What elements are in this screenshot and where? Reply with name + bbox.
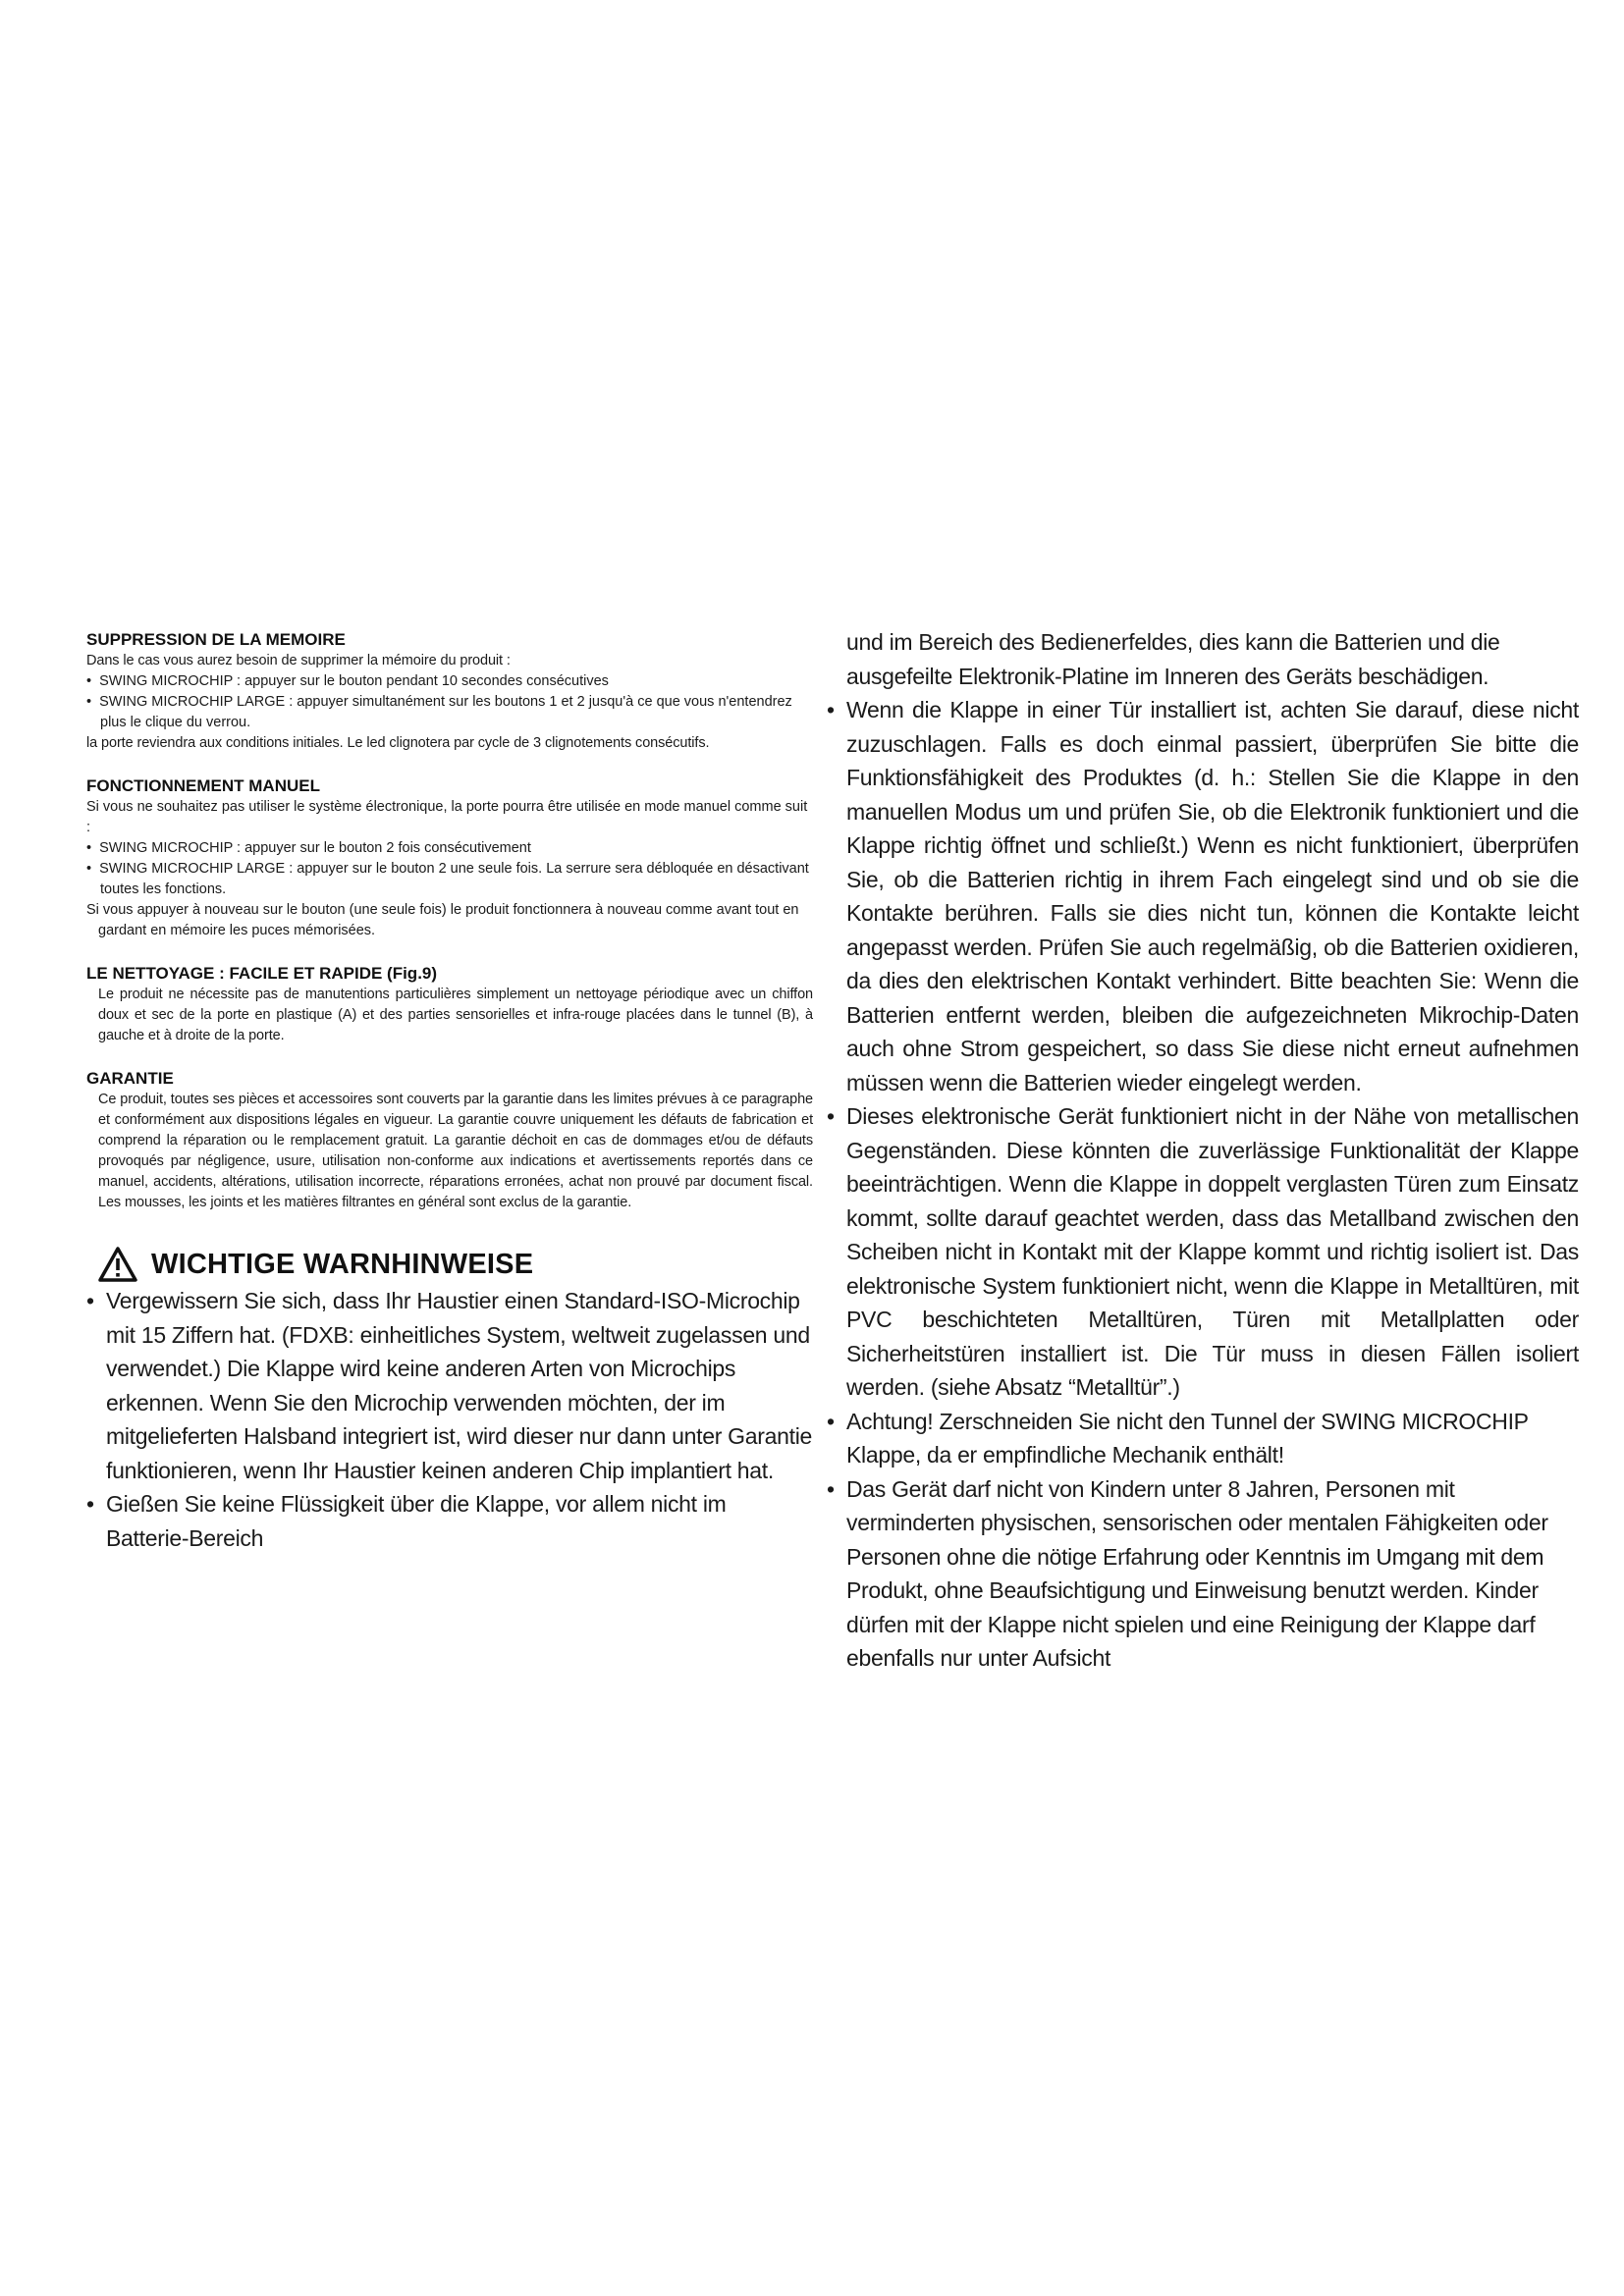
warning-continuation: und im Bereich des Bedienerfeldes, dies kann die Batterien und die ausgefeilte Elektronik-Platine im Inneren des Geräts beschädigen. (846, 629, 1500, 689)
warning-item-kinder: • Das Gerät darf nicht von Kindern unter 8 Jahren, Personen mit verminderten physischen, sensorischen oder mentalen Fähigkeiten oder Personen ohne die nötige Erfahrung oder Kenntnis im Umgang mit dem Produkt, ohne Beaufsichtigung und Einweisung benutzt werden. Kinder dürfen mit der Klappe nicht spielen und eine Reinigung der Klappe darf ebenfalls nur unter Aufsicht (827, 1472, 1579, 1676)
warning-item-iso-microchip: • Vergewissern Sie sich, dass Ihr Haustier einen Standard-ISO-Microchip mit 15 Ziffern hat. (FDXB: einheitliches System, weltweit zugelassen und verwendet.) Die Klappe wird keine anderen Arten von Microchips erkennen. Wenn Sie den Microchip verwenden möchten, der im mitgelieferten Halsband integriert ist, wird dieser nur dann unter Garantie funktionieren, wenn Ihr Haustier keinen anderen Chip implantiert hat. (86, 1284, 813, 1487)
heading-suppression-memoire: SUPPRESSION DE LA MEMOIRE (86, 630, 346, 649)
manuel-bullet-1: • SWING MICROCHIP : appuyer sur le bouton 2 fois consécutivement (86, 840, 531, 856)
memoire-outro: la porte reviendra aux conditions initiales. Le led clignotera par cycle de 3 clignotements consécutifs. (86, 735, 710, 751)
section-suppression-memoire (86, 629, 813, 754)
warning-list-right (827, 693, 1579, 1676)
warning-item-tunnel: • Achtung! Zerschneiden Sie nicht den Tunnel der SWING MICROCHIP Klappe, da er empfindliche Mechanik enthält! (827, 1405, 1579, 1472)
warning-item-metall: • Dieses elektronische Gerät funktioniert nicht in der Nähe von metallischen Gegenständen. Diese könnten die zuverlässige Funktionalität der Klappe beeinträchtigen. Wenn die Klappe in doppelt verglasten Türen zum Einsatz kommt, sollte darauf geachtet werden, dass das Metallband zwischen den Scheiben nicht in Kontakt mit der Klappe kommt und richtig isoliert ist. Das elektronische System funktioniert nicht, wenn die Klappe in Metalltüren, mit PVC beschichteten Metalltüren, Türen mit Metallplatten oder Sicherheitstüren installiert ist. Die Tür muss in diesen Fällen isoliert werden. (siehe Absatz “Metalltür”.) (827, 1099, 1579, 1405)
manuel-intro: Si vous ne souhaitez pas utiliser le système électronique, la porte pourra être utilisée en mode manuel comme suit : (86, 799, 808, 835)
memoire-bullet-2: • SWING MICROCHIP LARGE : appuyer simultanément sur les boutons 1 et 2 jusqu'à ce que vous n'entendrez plus le clique du verrou. (86, 694, 792, 730)
manuel-bullet-2: • SWING MICROCHIP LARGE : appuyer sur le bouton 2 une seule fois. La serrure sera débloquée en désactivant toutes les fonctions. (86, 861, 809, 897)
heading-garantie: GARANTIE (86, 1069, 174, 1088)
manuel-outro: Si vous appuyer à nouveau sur le bouton (une seule fois) le produit fonctionnera à nouveau comme avant tout en gardant en mémoire les puces mémorisées. (86, 902, 799, 938)
memoire-intro: Dans le cas vous aurez besoin de supprimer la mémoire du produit : (86, 653, 511, 668)
warning-list-left (86, 1284, 813, 1555)
warning-item-tuer: • Wenn die Klappe in einer Tür installiert ist, achten Sie darauf, diese nicht zuzuschlagen. Falls es doch einmal passiert, überprüfen Sie bitte die Funktionsfähigkeit des Produktes (d. h.: Stellen Sie die Klappe in den manuellen Modus um und prüfen Sie, ob die Elektronik funktioniert und die Klappe richtig öffnet und schließt.) Wenn es nicht funktioniert, überprüfen Sie, ob die Batterien richtig in ihrem Fach eingelegt sind und ob sie die Kontakte berühren. Falls sie dies nicht tun, können die Kontakte leicht angepasst werden. Prüfen Sie auch regelmäßig, ob die Batterien oxidieren, da dies den elektrischen Kontakt verhindert. Bitte beachten Sie: Wenn die Batterien entfernt werden, bleiben die aufgezeichneten Mikrochip-Daten auch ohne Strom gespeichert, so dass Sie diese nicht erneut aufnehmen müssen wenn die Batterien wieder eingelegt werden. (827, 693, 1579, 1099)
section-nettoyage (86, 963, 813, 1046)
right-column (827, 625, 1579, 1676)
warning-header (86, 1247, 813, 1282)
heading-fonctionnement-manuel: FONCTIONNEMENT MANUEL (86, 776, 320, 795)
left-column (86, 629, 813, 1555)
heading-nettoyage: LE NETTOYAGE : FACILE ET RAPIDE (Fig.9) (86, 964, 438, 983)
warning-title: WICHTIGE WARNHINWEISE (151, 1248, 534, 1280)
warning-triangle-icon (98, 1247, 137, 1282)
section-fonctionnement-manuel (86, 775, 813, 941)
warning-item-fluessigkeit: • Gießen Sie keine Flüssigkeit über die Klappe, vor allem nicht im Batterie-Bereich (86, 1487, 813, 1555)
garantie-body: Ce produit, toutes ses pièces et accessoires sont couverts par la garantie dans les limites prévues à ce paragraphe et conformément aux dispositions légales en vigueur. La garantie couvre uniquement les défauts de fabrication et comprend la réparation ou le remplacement gratuit. La garantie déchoit en cas de dommages et/ou de défauts provoqués par négligence, usure, utilisation non-conforme aux indications et avertissements reportés dans ce manuel, accidents, altérations, utilisation incorrecte, réparations erronées, achat non prouvé par document fiscal. Les mousses, les joints et les matières filtrantes en général sont exclus de la garantie. (98, 1092, 813, 1210)
nettoyage-body: Le produit ne nécessite pas de manutentions particulières simplement un nettoyage périodique avec un chiffon doux et sec de la porte en plastique (A) et des parties sensorielles et infra-rouge placées dans le tunnel (B), à gauche et à droite de la porte. (98, 987, 813, 1043)
memoire-bullet-1: • SWING MICROCHIP : appuyer sur le bouton pendant 10 secondes consécutives (86, 673, 609, 689)
section-garantie (86, 1068, 813, 1213)
